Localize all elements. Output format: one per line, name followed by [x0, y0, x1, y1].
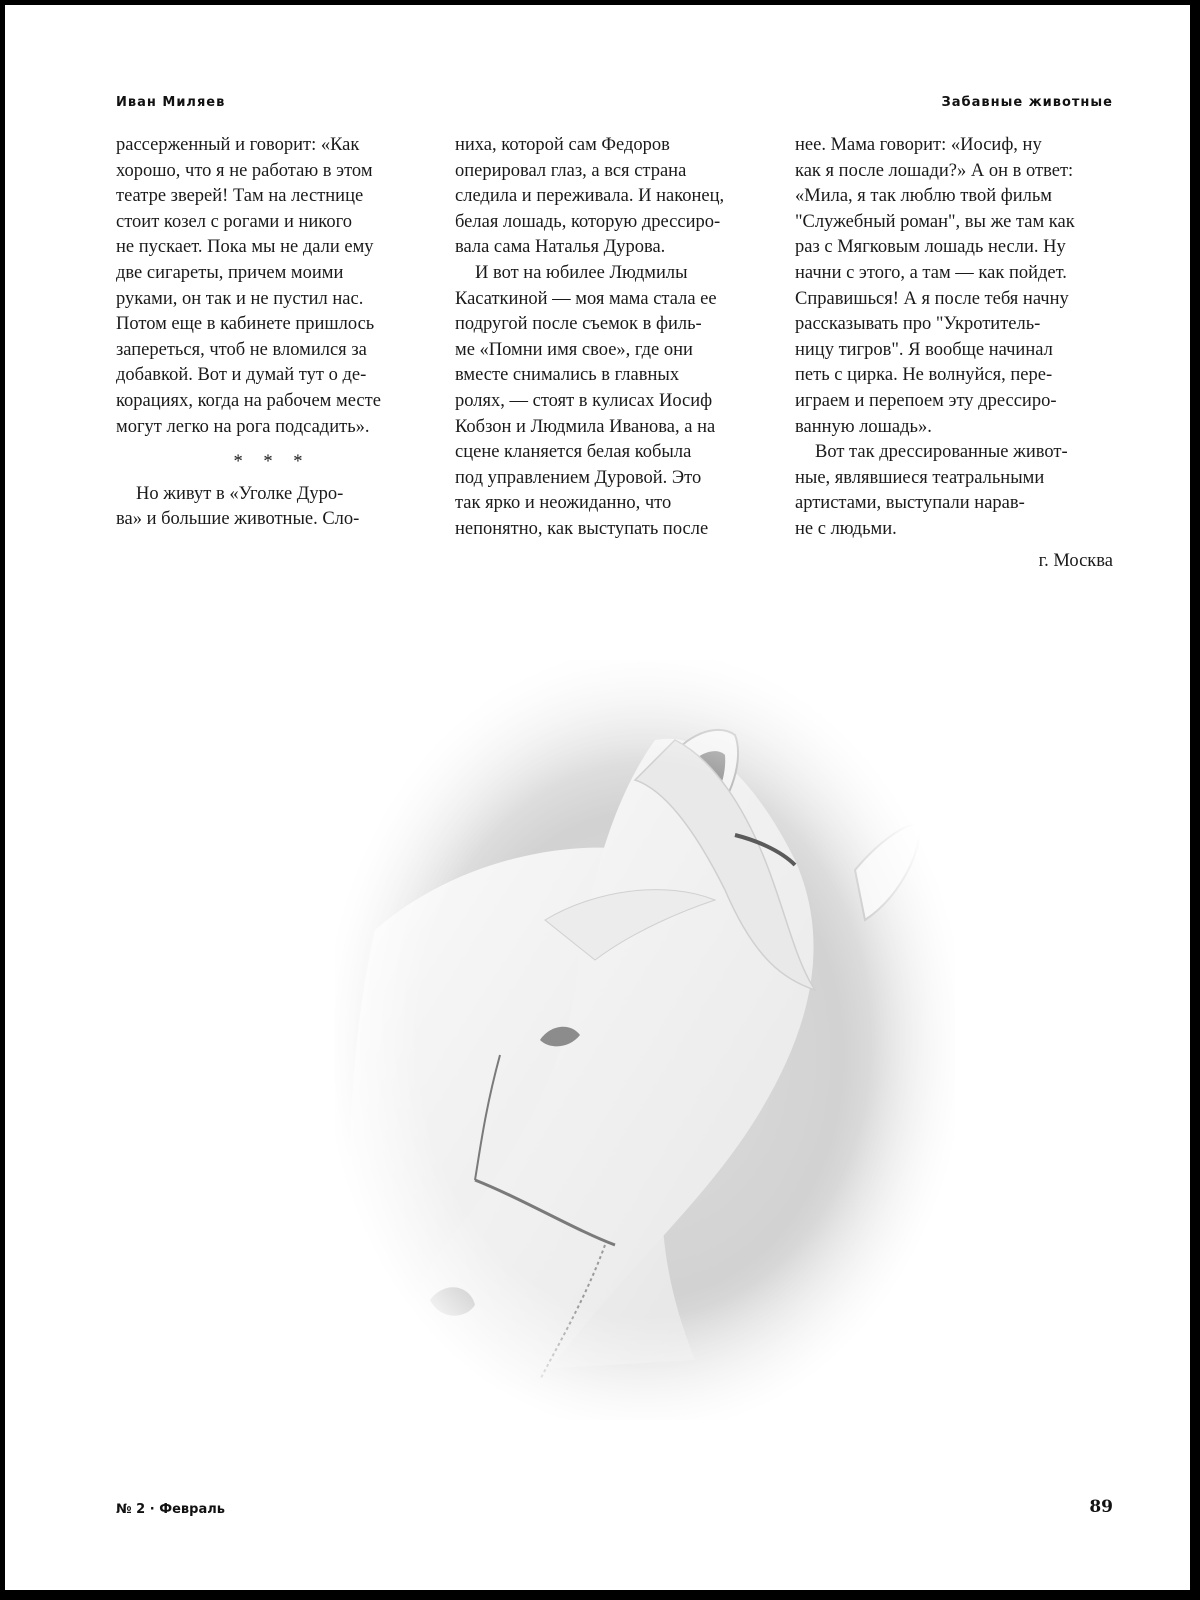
text-line: ролях, — стоят в кулисах Иосиф [455, 390, 713, 411]
text-line: непонятно, как выступать после [455, 518, 709, 539]
text-line: ные, являвшиеся театральными [795, 467, 1045, 488]
text-line: вала сама Наталья Дурова. [455, 237, 666, 258]
text-line: не пускает. Пока мы не дали ему [116, 237, 374, 258]
text-line: руками, он так и не пустил нас. [116, 288, 364, 309]
issue-label: № 2 · Февраль [116, 1502, 225, 1517]
text-line: белая лошадь, которую дрессиро- [455, 211, 721, 232]
text-line: ниха, которой сам Федоров [455, 135, 670, 155]
text-line: артистами, выступали нарав- [795, 493, 1025, 514]
text-line: не с людьми. [795, 518, 897, 539]
text-line: подругой после съемок в филь- [455, 314, 702, 335]
text-line: вместе снимались в главных [455, 365, 680, 386]
text-line: петь с цирка. Не волнуйся, пере- [795, 365, 1053, 386]
text-line: «Мила, я так люблю твой фильм [795, 186, 1052, 207]
magazine-page [5, 5, 1190, 1590]
text-line: Но живут в «Уголке Дуро- [136, 483, 344, 504]
white-horse-icon [335, 660, 955, 1420]
text-line: две сигареты, причем моими [116, 262, 344, 283]
text-column-2 [455, 133, 775, 543]
text-line: добавкой. Вот и думай тут о де- [116, 365, 367, 386]
text-line: театре зверей! Там на лестнице [116, 186, 364, 207]
text-line: следила и переживала. И наконец, [455, 186, 725, 207]
text-line: так ярко и неожиданно, что [455, 493, 672, 514]
text-line: Справишься! А я после тебя начну [795, 288, 1069, 309]
text-line: как я после лошади?» А он в ответ: [795, 160, 1074, 181]
signature-city: г. Москва [1038, 551, 1113, 571]
text-line: "Служебный роман", вы же там как [795, 211, 1075, 232]
page-number: 89 [1089, 1497, 1113, 1517]
text-line: Вот так дрессированные живот- [815, 442, 1068, 463]
text-line: начни с этого, а там — как пойдет. [795, 262, 1067, 283]
text-line: оперировал глаз, а вся страна [455, 160, 687, 181]
text-line: рассказывать про "Укротитель- [795, 314, 1041, 335]
text-line: корациях, когда на рабочем месте [116, 390, 381, 411]
text-line: запереться, чтоб не вломился за [116, 339, 367, 360]
section-separator: * * * [233, 452, 311, 473]
horse-photo [335, 660, 955, 1420]
text-line: нее. Мама говорит: «Иосиф, ну [795, 135, 1042, 155]
text-column-3 [795, 133, 1115, 543]
text-line: ванную лошадь». [795, 416, 932, 437]
text-column-1 [116, 133, 428, 533]
author-name: Иван Миляев [116, 95, 226, 110]
section-title: Забавные животные [941, 95, 1113, 110]
text-line: под управлением Дуровой. Это [455, 467, 702, 488]
text-line: ницу тигров". Я вообще начинал [795, 339, 1053, 360]
text-line: И вот на юбилее Людмилы [475, 262, 688, 283]
text-line: Потом еще в кабинете пришлось [116, 314, 375, 335]
text-line: играем и перепоем эту дрессиро- [795, 390, 1057, 411]
text-line: могут легко на рога подсадить». [116, 416, 370, 437]
text-line: раз с Мягковым лошадь несли. Ну [795, 237, 1066, 258]
text-line: рассерженный и говорит: «Как [116, 135, 360, 155]
text-line: Кобзон и Людмила Иванова, а на [455, 416, 716, 437]
text-line: ва» и большие животные. Сло- [116, 509, 360, 530]
text-line: Касаткиной — моя мама стала ее [455, 288, 717, 309]
text-line: хорошо, что я не работаю в этом [116, 160, 373, 181]
text-line: стоит козел с рогами и никого [116, 211, 352, 232]
text-line: ме «Помни имя свое», где они [455, 339, 693, 360]
text-line: сцене кланяется белая кобыла [455, 442, 692, 463]
